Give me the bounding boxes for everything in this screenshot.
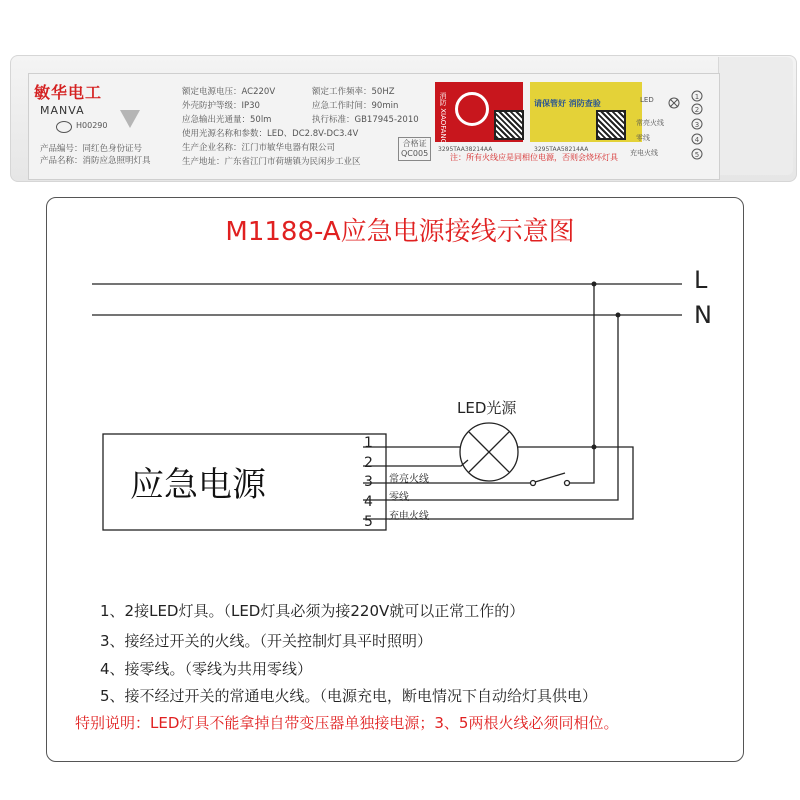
pin-2: 2 — [364, 455, 373, 471]
terminal-label-1: 常亮火线 — [636, 119, 664, 127]
switch-lever-icon — [535, 473, 565, 482]
fire-badge-text: 消防 XIAOFANG — [439, 92, 447, 145]
line-L-label: L — [694, 266, 708, 294]
terminal-label-2: 零线 — [636, 134, 650, 142]
spec-left-4: 生产企业名称：江门市敏华电器有限公司 — [182, 143, 336, 153]
spec-right-1: 应急工作时间：90min — [312, 101, 399, 111]
fire-badge-code: 3295TAA38214AA — [438, 146, 493, 153]
svg-text:2: 2 — [694, 106, 700, 114]
note-4: 5、接不经过开关的常通电火线。（电源充电，断电情况下自动给灯具供电） — [100, 687, 598, 705]
led-source-label: LED光源 — [457, 399, 517, 417]
note-2: 3、接经过开关的火线。（开关控制灯具平时照明） — [100, 632, 433, 650]
svg-text:5: 5 — [694, 151, 700, 159]
pin-4: 4 — [364, 494, 373, 510]
pin-1: 1 — [364, 435, 373, 451]
wiring-warning: 注：所有火线应是同相位电源，否则会烧坏灯具 — [450, 153, 618, 162]
svg-text:1: 1 — [694, 93, 700, 101]
note-3: 4、接零线。（零线为共用零线） — [100, 660, 313, 678]
brand-name-en: MANVA — [40, 104, 85, 117]
note-1: 1、2接LED灯具。（LED灯具必须为接220V就可以正常工作的） — [100, 602, 525, 620]
spec-left-2: 应急输出光通量：50lm — [182, 115, 272, 125]
spec-right-2: 执行标准：GB17945-2010 — [312, 115, 419, 125]
special-note: 特别说明：LED灯具不能拿掉自带变压器单独接电源；3、5两根火线必须同相位。 — [75, 714, 619, 732]
qc-stamp-title: 合格证 — [402, 139, 427, 148]
wire-label-constant-live: 常亮火线 — [389, 474, 429, 485]
spec-right-0: 额定工作频率：50HZ — [312, 87, 395, 97]
notice-code: 3295TAA58214AA — [534, 146, 589, 153]
line-N-label: N — [694, 301, 712, 329]
spec-left-1: 外壳防护等级：IP30 — [182, 101, 260, 111]
diagram-title: M1188-A应急电源接线示意图 — [225, 217, 575, 247]
wire-label-charge-live: 充电火线 — [389, 511, 429, 522]
terminal-label-3: 充电火线 — [630, 149, 658, 157]
pin-3: 3 — [364, 474, 373, 490]
wire-label-neutral: 零线 — [389, 492, 409, 503]
power-supply-label: 应急电源 — [130, 465, 266, 505]
spec-left-0: 额定电源电压：AC220V — [182, 87, 276, 97]
terminal-label-0: LED — [640, 96, 654, 104]
svg-text:3: 3 — [694, 121, 700, 129]
pin-5: 5 — [364, 514, 373, 530]
cert-code: H00290 — [76, 121, 108, 130]
notice-text: 请保管好 消防查验 — [534, 99, 601, 108]
spec-left-3: 使用光源名称和参数：LED、DC2.8V-DC3.4V — [182, 129, 359, 139]
brand-name-cn: 敏华电工 — [34, 83, 103, 102]
qc-stamp-code: QC005 — [401, 149, 429, 158]
spec-left-5: 生产地址：广东省江门市荷塘镇为民闲步工业区 — [182, 157, 361, 167]
product-name: 产品名称：消防应急照明灯具 — [40, 156, 151, 166]
svg-text:4: 4 — [694, 136, 700, 144]
pin2-wire — [363, 460, 468, 466]
product-code: 产品编号：同红色身份证号 — [40, 144, 143, 154]
